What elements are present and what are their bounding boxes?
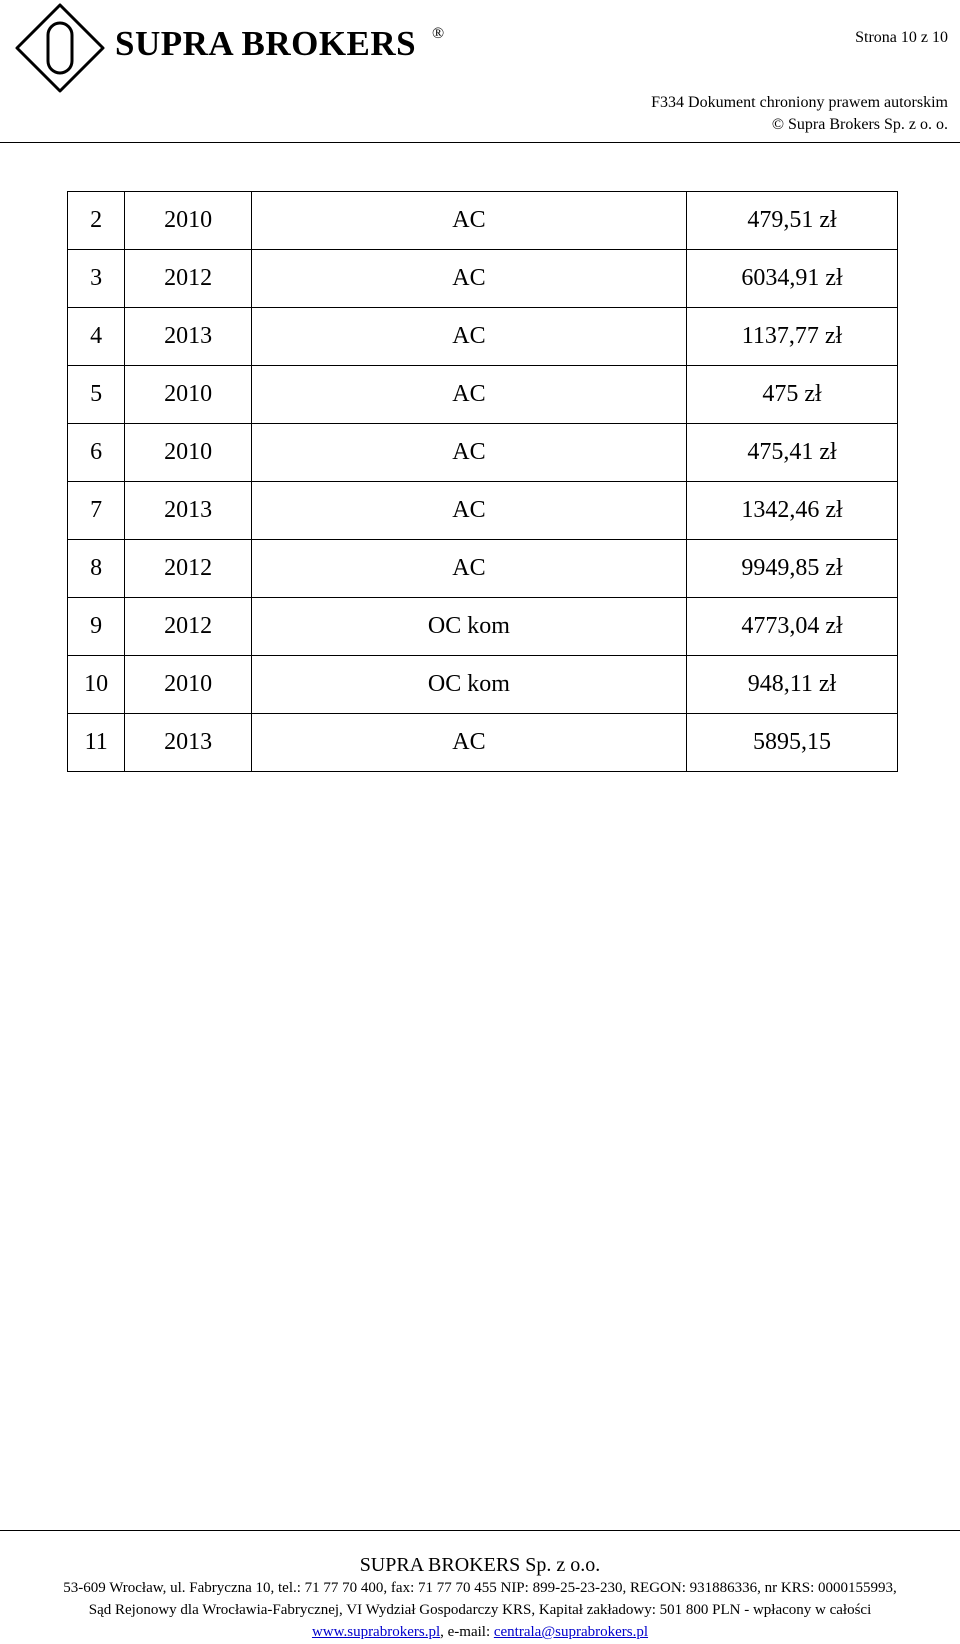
row-year: 2010 bbox=[125, 656, 252, 714]
claims-table-body bbox=[68, 192, 898, 772]
document-id bbox=[651, 92, 948, 136]
row-year: 2012 bbox=[125, 598, 252, 656]
table-row bbox=[68, 366, 898, 424]
row-amount: 1137,77 zł bbox=[686, 308, 897, 366]
row-year: 2012 bbox=[125, 250, 252, 308]
logo-diamond-icon bbox=[14, 2, 106, 94]
logo-text: SUPRA BROKERS bbox=[115, 24, 417, 63]
row-number: 5 bbox=[68, 366, 125, 424]
row-insurance-type: AC bbox=[251, 482, 686, 540]
footer-contact bbox=[0, 1621, 960, 1643]
header-divider bbox=[0, 142, 960, 143]
row-insurance-type: AC bbox=[251, 308, 686, 366]
row-insurance-type: OC kom bbox=[251, 598, 686, 656]
row-year: 2013 bbox=[125, 714, 252, 772]
row-insurance-type: AC bbox=[251, 192, 686, 250]
row-year: 2012 bbox=[125, 540, 252, 598]
footer-court-info: Sąd Rejonowy dla Wrocławia-Fabrycznej, VI Wydział Gospodarczy KRS, Kapitał zakładowy: 501 800 PLN - wpłacony w całości bbox=[88, 1602, 872, 1618]
table-row bbox=[68, 192, 898, 250]
website-link[interactable]: www.suprabrokers.pl bbox=[311, 1624, 441, 1640]
row-insurance-type: OC kom bbox=[251, 656, 686, 714]
row-number: 2 bbox=[68, 192, 125, 250]
row-year: 2013 bbox=[125, 308, 252, 366]
table-row bbox=[68, 250, 898, 308]
registered-mark: ® bbox=[432, 25, 445, 42]
copyright-text: © Supra Brokers Sp. z o. o. bbox=[771, 116, 948, 133]
row-number: 4 bbox=[68, 308, 125, 366]
row-year: 2013 bbox=[125, 482, 252, 540]
row-insurance-type: AC bbox=[251, 424, 686, 482]
row-amount: 6034,91 zł bbox=[686, 250, 897, 308]
table-row bbox=[68, 424, 898, 482]
row-amount: 948,11 zł bbox=[686, 656, 897, 714]
table-row bbox=[68, 656, 898, 714]
document-id-text: F334 Dokument chroniony prawem autorskim bbox=[651, 94, 948, 111]
row-year: 2010 bbox=[125, 424, 252, 482]
company-logo bbox=[14, 2, 417, 92]
row-year: 2010 bbox=[125, 192, 252, 250]
row-number: 11 bbox=[68, 714, 125, 772]
claims-table bbox=[67, 191, 898, 772]
table-row bbox=[68, 540, 898, 598]
row-number: 9 bbox=[68, 598, 125, 656]
row-number: 10 bbox=[68, 656, 125, 714]
table-row bbox=[68, 598, 898, 656]
page-footer bbox=[0, 1553, 960, 1643]
row-number: 8 bbox=[68, 540, 125, 598]
row-amount: 475,41 zł bbox=[686, 424, 897, 482]
page-header bbox=[0, 0, 960, 145]
table-row bbox=[68, 714, 898, 772]
row-amount: 5895,15 bbox=[686, 714, 897, 772]
row-number: 7 bbox=[68, 482, 125, 540]
page-number: Strona 10 z 10 bbox=[855, 29, 948, 46]
table-row bbox=[68, 482, 898, 540]
email-link[interactable]: centrala@suprabrokers.pl bbox=[493, 1624, 649, 1640]
row-insurance-type: AC bbox=[251, 250, 686, 308]
row-amount: 475 zł bbox=[686, 366, 897, 424]
row-number: 6 bbox=[68, 424, 125, 482]
row-number: 3 bbox=[68, 250, 125, 308]
footer-address: 53-609 Wrocław, ul. Fabryczna 10, tel.: 71 77 70 400, fax: 71 77 70 455 NIP: 899-25-23-230, REGON: 931886336, nr KRS: 0000155993, bbox=[63, 1580, 897, 1596]
row-amount: 479,51 zł bbox=[686, 192, 897, 250]
row-year: 2010 bbox=[125, 366, 252, 424]
row-amount: 1342,46 zł bbox=[686, 482, 897, 540]
table-row bbox=[68, 308, 898, 366]
row-amount: 9949,85 zł bbox=[686, 540, 897, 598]
footer-company-name: SUPRA BROKERS Sp. z o.o. bbox=[359, 1554, 601, 1576]
email-label: , e-mail: bbox=[440, 1624, 494, 1640]
row-amount: 4773,04 zł bbox=[686, 598, 897, 656]
footer-divider bbox=[0, 1530, 960, 1531]
row-insurance-type: AC bbox=[251, 714, 686, 772]
row-insurance-type: AC bbox=[251, 540, 686, 598]
row-insurance-type: AC bbox=[251, 366, 686, 424]
